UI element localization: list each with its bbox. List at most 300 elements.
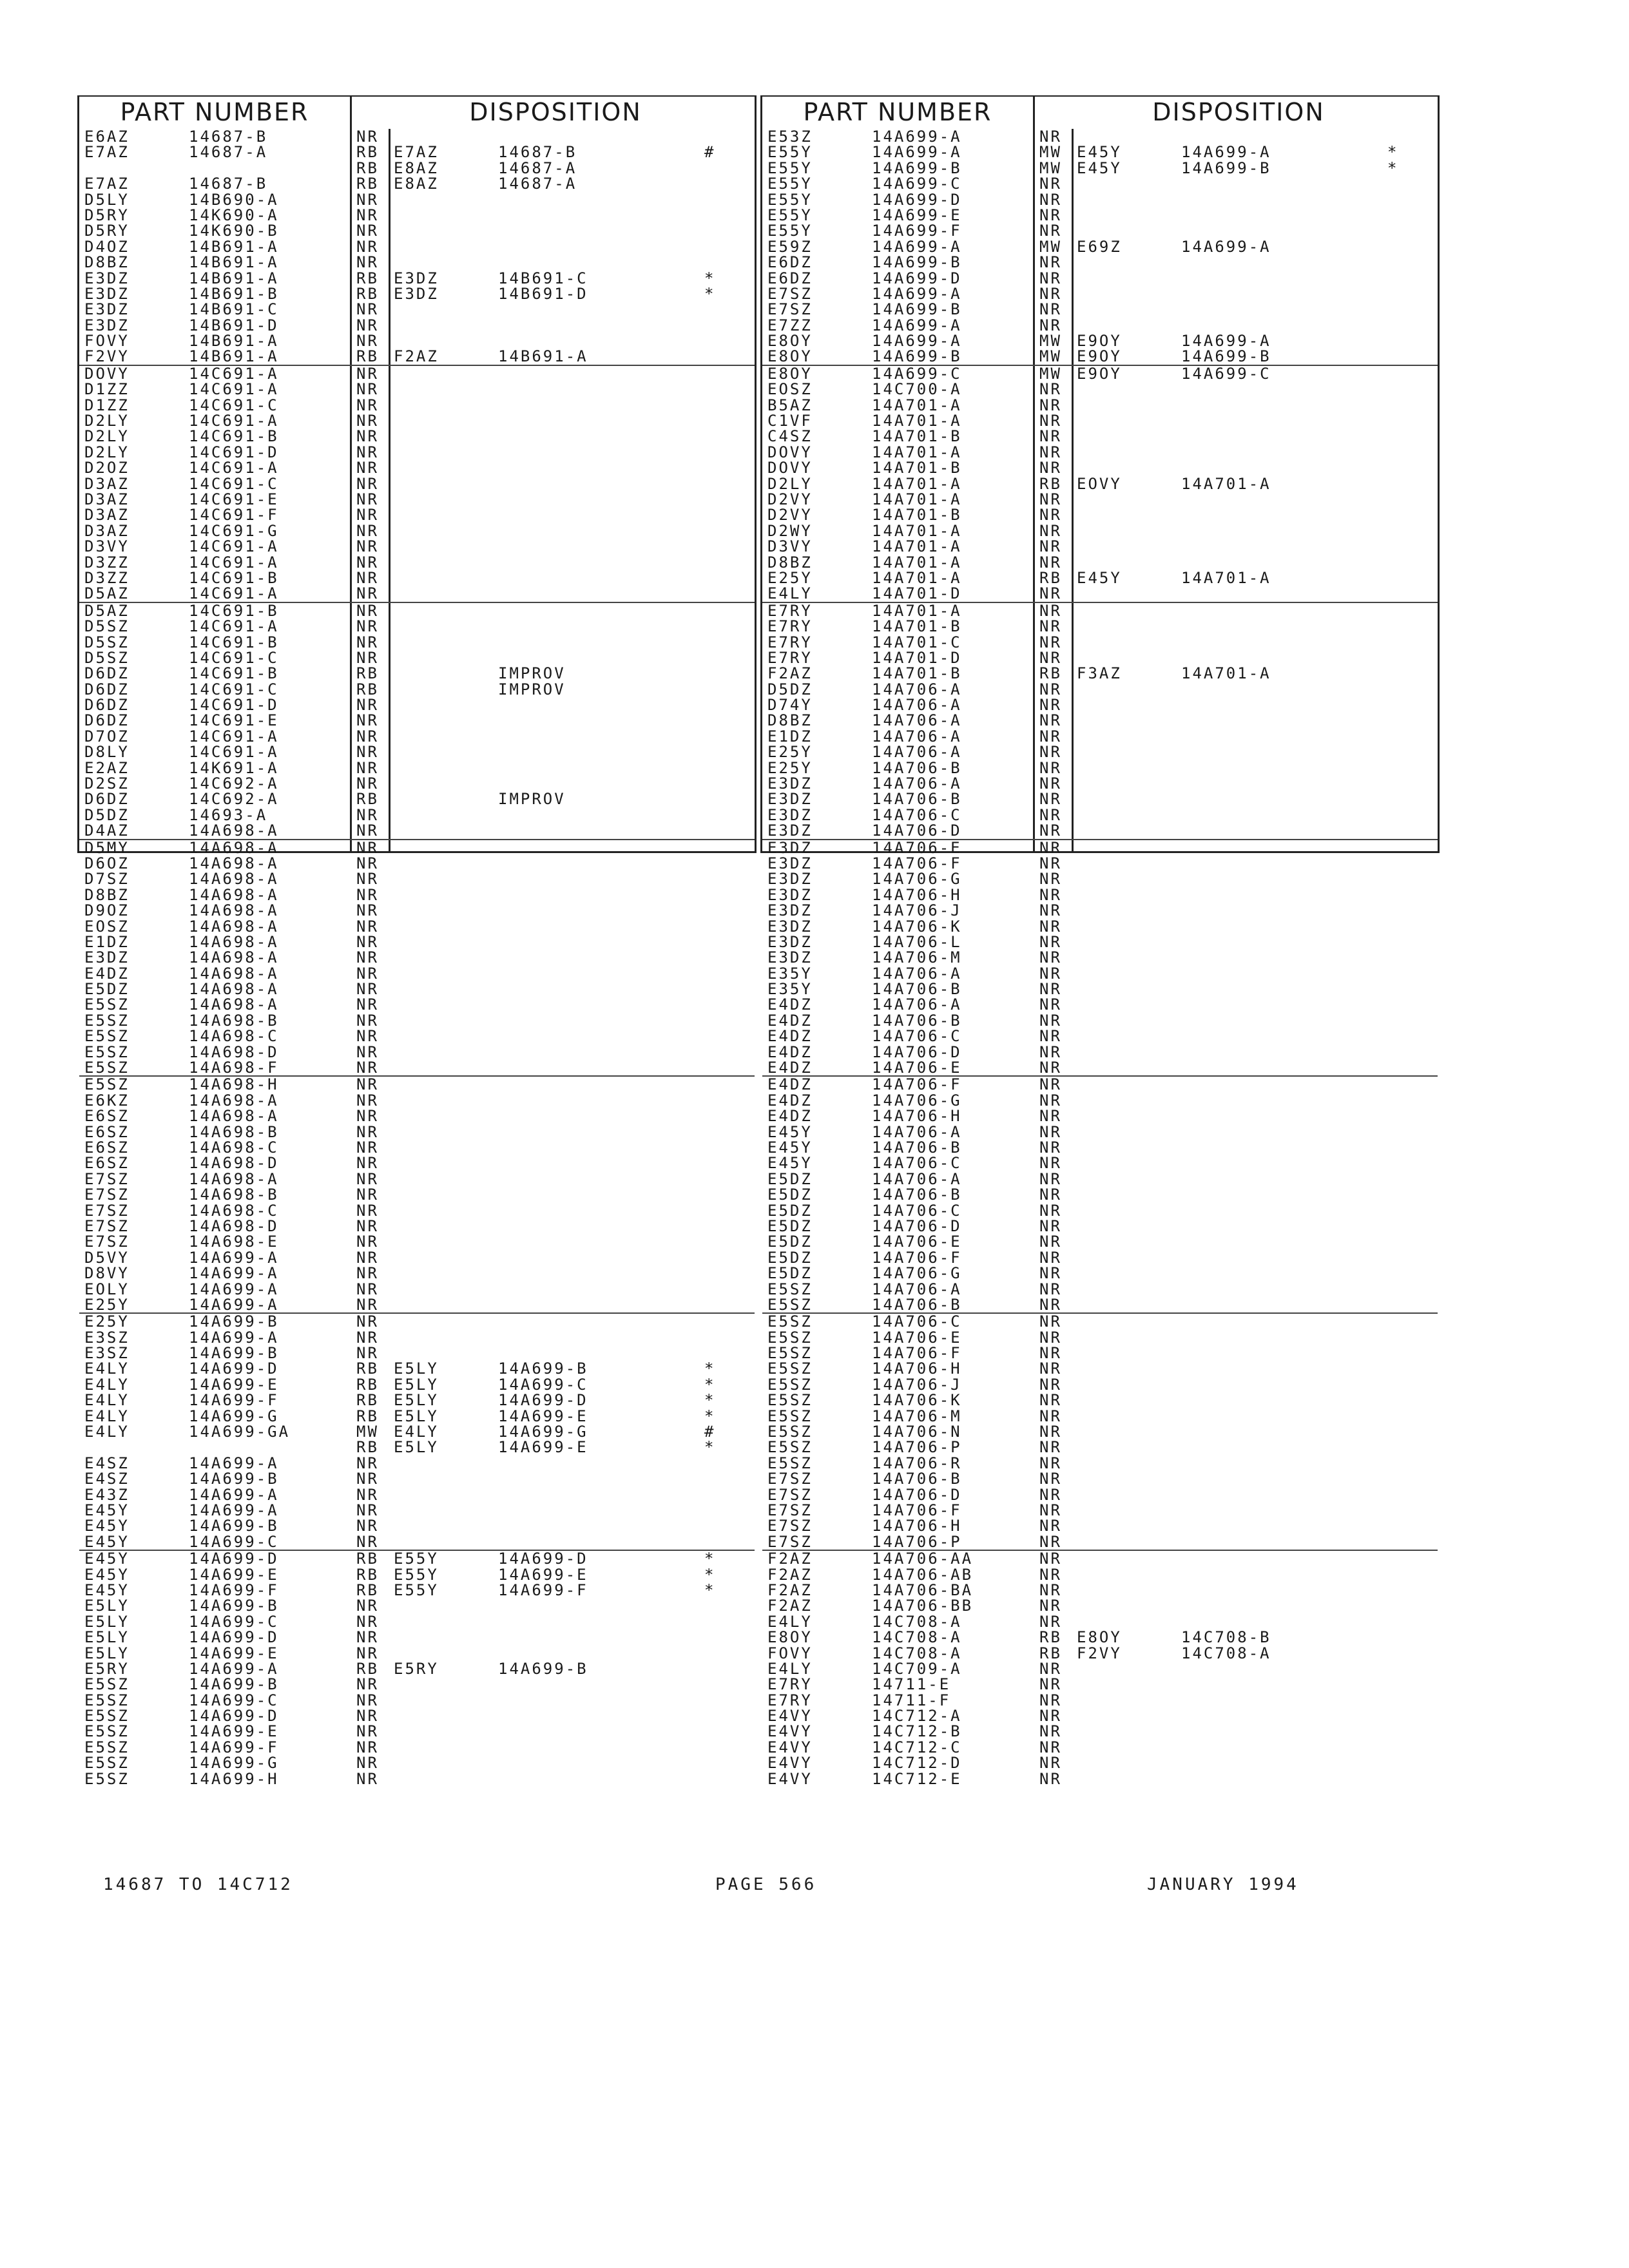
part-number: 14C712-E [872,1769,962,1788]
part-code: E4DZ [767,1059,813,1077]
part-number: 14A706-F [872,854,962,872]
table-row [79,1187,755,1202]
part-number: 14A698-A [189,932,279,951]
part-number: 14A706-H [872,885,962,904]
table-row [762,1140,1438,1155]
table-row [762,381,1438,397]
part-number-header: PART NUMBER [803,98,992,126]
part-number: 14A706-A [872,743,962,762]
table-row [79,460,755,476]
disposition-code: NR [356,1454,379,1472]
disposition-code: NR [356,1312,379,1331]
part-number: 14A701-B [872,617,962,636]
part-code: D2SZ [84,774,130,793]
disposition-code: NR [356,1738,379,1756]
table-row [762,129,1438,144]
part-code: D5SZ [84,617,130,636]
disposition-code: NR [356,727,379,745]
disposition-code: NR [1039,128,1062,146]
part-code: E55Y [767,206,813,224]
disposition-code: NR [1039,648,1062,667]
table-row [762,1013,1438,1028]
table-row [79,1503,755,1518]
disposition-code: NR [1039,175,1062,193]
part-number: 14B691-B [189,284,279,303]
part-code: D3VY [84,537,130,556]
disposition-code: NR [1039,1344,1062,1363]
part-number: 14A706-E [872,1328,962,1347]
table-row [79,413,755,428]
table-row [762,760,1438,776]
part-number: 14A706-A [872,964,962,983]
part-number: 14A706-AA [872,1550,974,1568]
part-code: E5SZ [84,1754,130,1773]
replacement-part: 14A701-A [1181,474,1271,493]
table-row [79,1140,755,1155]
part-number: 14A698-A [189,995,279,1014]
part-number: 14A706-B [872,1011,962,1030]
part-number: 14A699-A [189,1485,279,1504]
part-number: 14A699-A [872,284,962,303]
note-flag: * [704,1550,716,1568]
part-code: E5SZ [84,995,130,1014]
replacement-part: 14A699-B [1181,347,1271,366]
table-row [79,1708,755,1724]
part-code: E5SZ [767,1407,813,1425]
table-row [79,966,755,981]
part-code: E6AZ [84,128,130,146]
disposition-code: NR [356,521,379,540]
disposition-code: RB [356,1407,379,1425]
part-number: 14C709-A [872,1659,962,1678]
table-row [79,239,755,255]
table-row [762,255,1438,270]
part-code: E6SZ [84,1154,130,1173]
table-row [79,476,755,492]
disposition-code: NR [356,854,379,872]
part-number: 14A706-BB [872,1597,974,1615]
table-row [79,1013,755,1028]
disposition-code: NR [1039,1722,1062,1741]
part-number: 14C692-A [189,790,279,809]
part-number: 14A699-A [189,1295,279,1314]
part-number: 14A699-A [189,1328,279,1347]
part-code: E1DZ [767,727,813,745]
table-row [79,1377,755,1392]
part-number: 14A701-A [872,601,962,620]
part-number: 14A706-A [872,727,962,745]
table-row [79,160,755,176]
part-code: E35Y [767,964,813,983]
table-row [79,807,755,823]
disposition-code: NR [1039,885,1062,904]
disposition-code: NR [1039,1139,1062,1157]
replacement-part: 14A699-F [498,1581,588,1599]
part-number: 14711-F [872,1691,951,1709]
part-code: EOSZ [84,917,130,936]
part-number: 14A698-A [189,838,279,857]
part-code: E4DZ [767,1091,813,1110]
table-row [762,919,1438,934]
replacement-code: F2AZ [394,347,439,366]
part-code: D3ZZ [84,568,130,587]
table-row [762,302,1438,317]
part-number: 14C691-A [189,459,279,477]
part-code: E3DZ [767,917,813,936]
part-code: E53Z [767,128,813,146]
disposition-code: NR [1039,1707,1062,1725]
part-number: 14A699-F [189,1391,279,1410]
table-row [79,856,755,871]
part-number: 14A698-D [189,1216,279,1235]
table-row [762,1503,1438,1518]
part-number: 14C691-A [189,727,279,745]
disposition-code: NR [356,1169,379,1188]
part-number: 14A701-D [872,648,962,667]
part-code: C4SZ [767,427,813,446]
replacement-code: E45Y [1077,159,1122,177]
disposition-code: NR [356,1059,379,1077]
replacement-code: E45Y [1077,143,1122,162]
part-number: 14A698-B [189,1122,279,1141]
table-row [762,1218,1438,1234]
part-code: E4VY [767,1738,813,1756]
part-code: D9OZ [84,901,130,920]
disposition-code: NR [356,1027,379,1046]
disposition-code: NR [1039,459,1062,477]
part-number: 14A698-F [189,1059,279,1077]
part-code: FOVY [767,1644,813,1662]
replacement-code: E8OY [1077,1628,1122,1647]
part-code: E7SZ [767,300,813,319]
table-row [762,619,1438,634]
disposition-code: NR [1039,1264,1062,1283]
part-code: EOLY [84,1280,130,1298]
table-row [79,1439,755,1455]
disposition-code: NR [1039,1391,1062,1410]
disposition-code: NR [356,128,379,146]
replacement-part: 14A699-B [1181,159,1271,177]
part-number: 14B690-A [189,190,279,209]
part-number: 14B691-D [189,316,279,334]
part-number: 14A699-A [872,143,962,162]
disposition-code: NR [1039,490,1062,508]
part-number: 14A699-B [872,347,962,366]
part-number: 14A706-B [872,1470,962,1488]
part-code: E45Y [84,1565,130,1584]
part-number: 14A701-A [872,521,962,540]
disposition-code: RB [356,680,379,698]
part-code: E4DZ [767,1075,813,1094]
disposition-code: NR [356,838,379,857]
disposition-code: NR [1039,380,1062,399]
part-code: E3DZ [767,838,813,857]
part-code: D5DZ [84,805,130,824]
table-row [762,650,1438,666]
disposition-code: NR [1039,838,1062,857]
disposition-code: NR [1039,1501,1062,1519]
disposition-code: RB [356,1581,379,1599]
replacement-code: E69Z [1077,237,1122,256]
part-number: 14687-B [189,175,268,193]
part-number: 14C691-A [189,743,279,762]
part-code: D74Y [767,696,813,715]
part-number: 14A698-C [189,1027,279,1046]
part-number: 14C691-A [189,617,279,636]
disposition-code: NR [356,1628,379,1647]
disposition-code: NR [356,1470,379,1488]
part-number: 14A698-A [189,964,279,983]
disposition-code: NR [1039,1280,1062,1298]
disposition-code: NR [356,1201,379,1220]
part-code: D6OZ [84,854,130,872]
note-flag: * [1387,143,1399,162]
table-row [762,1534,1438,1550]
part-number: 14A706-P [872,1438,962,1457]
part-code: E7SZ [767,1470,813,1488]
table-row [762,1471,1438,1486]
part-code: D4AZ [84,822,130,840]
disposition-code: NR [356,1186,379,1204]
part-number: 14A706-A [872,1169,962,1188]
part-code: E5SZ [84,1769,130,1788]
replacement-code: F3AZ [1077,664,1122,683]
part-code: D3AZ [84,521,130,540]
table-row [762,1297,1438,1312]
table-row [762,635,1438,650]
disposition-code: NR [356,964,379,983]
replacement-part: 14687-B [498,143,577,162]
disposition-code: NR [1039,1375,1062,1394]
table-row [79,682,755,697]
part-code: F2AZ [767,1597,813,1615]
table-row [79,1614,755,1629]
disposition-code: NR [356,648,379,667]
part-number: 14A699-F [189,1738,279,1756]
replacement-part: IMPROV [498,664,566,683]
part-number: 14A699-B [189,1675,279,1694]
disposition-code: NR [1039,1295,1062,1314]
disposition-code: NR [1039,1011,1062,1030]
left-parts-table [77,95,757,1788]
replacement-part: 14A699-A [1181,237,1271,256]
disposition-code: NR [1039,1565,1062,1584]
part-code: D1ZZ [84,380,130,399]
part-number: 14B691-A [189,269,279,287]
replacement-code: E9OY [1077,332,1122,351]
disposition-code: RB [1039,1644,1062,1662]
part-number: 14C700-A [872,380,962,399]
part-number: 14A706-A [872,1122,962,1141]
disposition-code: NR [1039,1438,1062,1457]
part-code: B5AZ [767,396,813,414]
part-code: E5SZ [84,1707,130,1725]
part-number: 14C712-C [872,1738,962,1756]
note-flag: * [704,269,716,287]
part-code: D8BZ [767,553,813,572]
replacement-code: E5RY [394,1659,439,1678]
disposition-code: MW [1039,364,1062,383]
table-row [762,1755,1438,1771]
part-number: 14A701-D [872,584,962,603]
part-code: E43Z [84,1485,130,1504]
replacement-part: IMPROV [498,790,566,809]
table-row [762,160,1438,176]
disposition-code: NR [356,1644,379,1662]
part-number: 14A706-C [872,1201,962,1220]
part-number: 14A698-A [189,948,279,967]
part-code: E5SZ [767,1280,813,1298]
replacement-part: 14A699-C [498,1375,588,1394]
disposition-code: NR [356,474,379,493]
part-number: 14A706-C [872,805,962,824]
table-row [762,903,1438,918]
part-number: 14A706-D [872,1485,962,1504]
part-code: E4LY [84,1360,130,1378]
table-row [79,1124,755,1140]
disposition-code: NR [1039,1328,1062,1347]
table-row [762,887,1438,903]
table-row [762,192,1438,207]
disposition-code: NR [1039,805,1062,824]
footer-date: JANUARY 1994 [1147,1875,1299,1894]
part-code: E5DZ [84,980,130,999]
part-code: E4LY [84,1423,130,1441]
disposition-code: RB [356,1375,379,1394]
note-flag: * [704,1391,716,1410]
table-row [79,445,755,460]
part-code: D5VY [84,1248,130,1267]
table-row [762,1661,1438,1677]
part-number: 14A701-C [872,633,962,651]
part-number: 14C712-B [872,1722,962,1741]
part-number: 14A701-A [872,537,962,556]
part-code: E3DZ [767,822,813,840]
table-row [79,333,755,349]
disposition-code: NR [356,601,379,620]
disposition-code: NR [1039,1360,1062,1378]
part-number: 14A706-H [872,1517,962,1535]
disposition-code: NR [356,932,379,951]
disposition-code: NR [356,584,379,603]
table-row [79,1108,755,1124]
part-code: E6SZ [84,1107,130,1126]
part-number: 14A706-G [872,870,962,889]
part-code: E3DZ [84,948,130,967]
disposition-code: RB [356,1360,379,1378]
table-row [762,1124,1438,1140]
disposition-code: NR [1039,396,1062,414]
part-number: 14C708-A [872,1644,962,1662]
part-number: 14A706-J [872,1375,962,1394]
disposition-code: NR [356,380,379,399]
table-row [79,1456,755,1471]
disposition-code: NR [356,253,379,272]
disposition-code: NR [1039,412,1062,430]
table-row [79,1471,755,1486]
part-number: 14A701-A [872,412,962,430]
note-flag: * [704,284,716,303]
part-number: 14B691-C [189,300,279,319]
replacement-part: 14A699-D [498,1550,588,1568]
part-code: E4LY [84,1407,130,1425]
part-code: E5DZ [767,1264,813,1283]
disposition-code: NR [1039,1550,1062,1568]
table-row [79,523,755,539]
part-number: 14A706-A [872,995,962,1014]
part-code: E25Y [767,568,813,587]
table-row [79,713,755,728]
table-row [762,1044,1438,1060]
part-number: 14C691-B [189,664,279,683]
disposition-code: NR [1039,1201,1062,1220]
part-code: E55Y [767,159,813,177]
disposition-code: NR [356,885,379,904]
disposition-code: NR [1039,316,1062,334]
part-code: E5DZ [767,1233,813,1251]
disposition-code: NR [1039,711,1062,730]
part-number: 14A699-D [189,1707,279,1725]
part-number: 14A699-G [189,1754,279,1773]
disposition-code: NR [356,758,379,777]
table-row [762,856,1438,871]
table-row [762,1439,1438,1455]
part-code: E59Z [767,237,813,256]
table-row [79,1661,755,1677]
part-code: E3DZ [767,774,813,793]
disposition-code: MW [1039,143,1062,162]
disposition-code: NR [1039,1612,1062,1631]
part-number: 14C691-A [189,380,279,399]
part-code: E45Y [84,1532,130,1551]
disposition-code: NR [356,1501,379,1519]
part-code: E55Y [767,143,813,162]
part-code: D1ZZ [84,396,130,414]
part-code: E5SZ [767,1438,813,1457]
part-number: 14A706-E [872,1059,962,1077]
disposition-code: MW [356,1423,379,1441]
table-row [762,1614,1438,1629]
part-code: D7SZ [84,870,130,889]
table-row [762,1724,1438,1739]
table-row [79,1518,755,1533]
table-row [79,1771,755,1787]
part-number: 14A706-M [872,948,962,967]
table-row [762,492,1438,507]
part-code: D2OZ [84,459,130,477]
replacement-part: 14A699-A [1181,143,1271,162]
disposition-code: NR [1039,537,1062,556]
part-code: E7SZ [767,1532,813,1551]
part-code: E5DZ [767,1216,813,1235]
part-number: 14A699-A [189,1659,279,1678]
part-number: 14A698-C [189,1139,279,1157]
table-row [79,1582,755,1598]
disposition-code: NR [1039,932,1062,951]
table-row [762,981,1438,997]
part-code: E3DZ [767,932,813,951]
replacement-part: 14A699-E [498,1565,588,1584]
table-row [79,1060,755,1075]
table-row [762,1361,1438,1376]
part-number: 14C691-B [189,568,279,587]
disposition-code: RB [356,175,379,193]
part-code: E3DZ [84,284,130,303]
disposition-code: NR [1039,758,1062,777]
table-row [762,807,1438,823]
disposition-code: RB [1039,474,1062,493]
table-row [762,1677,1438,1692]
